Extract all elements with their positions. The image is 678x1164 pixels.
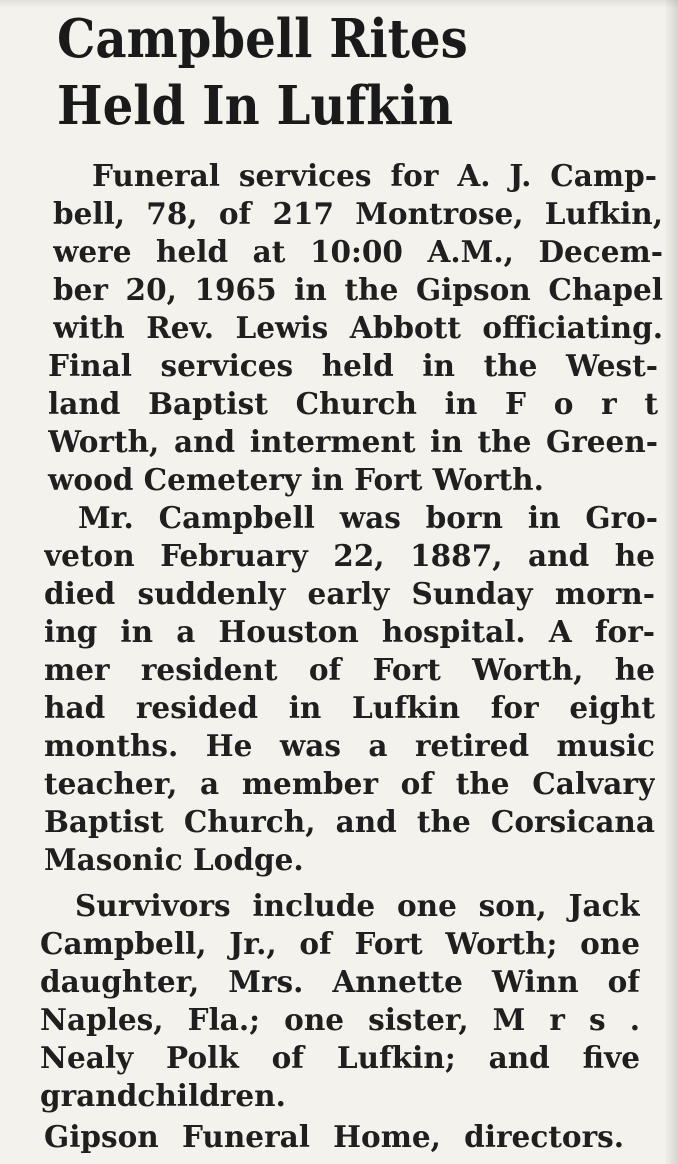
paragraph-1-line: Worth, and interment in the Green- <box>48 424 658 459</box>
headline-line-2: Held In Lufkin <box>57 75 454 137</box>
paragraph-3-line: Naples, Fla.; one sister, M r s . <box>40 1002 640 1037</box>
paragraph-3-line: Nealy Polk of Lufkin; and five <box>40 1040 640 1075</box>
paragraph-2-line: months. He was a retired music <box>44 728 655 763</box>
paragraph-1-line: land Baptist Church in F o r t <box>48 386 658 421</box>
paragraph-1-line: wood Cemetery in Fort Worth. <box>48 462 544 497</box>
paragraph-1-line: with Rev. Lewis Abbott officiating. <box>53 310 663 345</box>
paragraph-2-line: veton February 22, 1887, and he <box>44 538 655 573</box>
paragraph-3-line: Survivors include one son, Jack <box>75 888 640 923</box>
paragraph-2-line: ing in a Houston hospital. A for- <box>44 614 655 649</box>
paragraph-1-line: Final services held in the West- <box>48 348 658 383</box>
closing-line: Gipson Funeral Home, directors. <box>44 1119 624 1154</box>
paragraph-2-line: Masonic Lodge. <box>44 842 304 877</box>
paragraph-2-line: teacher, a member of the Calvary <box>44 766 655 801</box>
paragraph-1-line: ber 20, 1965 in the Gipson Chapel <box>53 272 663 307</box>
paper-shadow-right <box>666 0 678 1164</box>
paragraph-2-line: Baptist Church, and the Corsicana <box>44 804 655 839</box>
paragraph-3-line: daughter, Mrs. Annette Winn of <box>40 964 640 999</box>
headline-line-1: Campbell Rites <box>57 8 468 70</box>
paragraph-2-line: had resided in Lufkin for eight <box>44 690 655 725</box>
paragraph-3-line: Campbell, Jr., of Fort Worth; one <box>40 926 640 961</box>
paragraph-2-line: mer resident of Fort Worth, he <box>44 652 655 687</box>
paragraph-2-line: Mr. Campbell was born in Gro- <box>78 500 658 535</box>
paragraph-1-line: were held at 10:00 A.M., Decem- <box>53 234 663 269</box>
paragraph-2-line: died suddenly early Sunday morn- <box>44 576 655 611</box>
paragraph-3-line: grandchildren. <box>40 1078 286 1113</box>
paragraph-1-line: bell, 78, of 217 Montrose, Lufkin, <box>53 196 663 231</box>
paragraph-1-line: Funeral services for A. J. Camp- <box>92 158 657 193</box>
obituary-headline <box>57 6 647 140</box>
